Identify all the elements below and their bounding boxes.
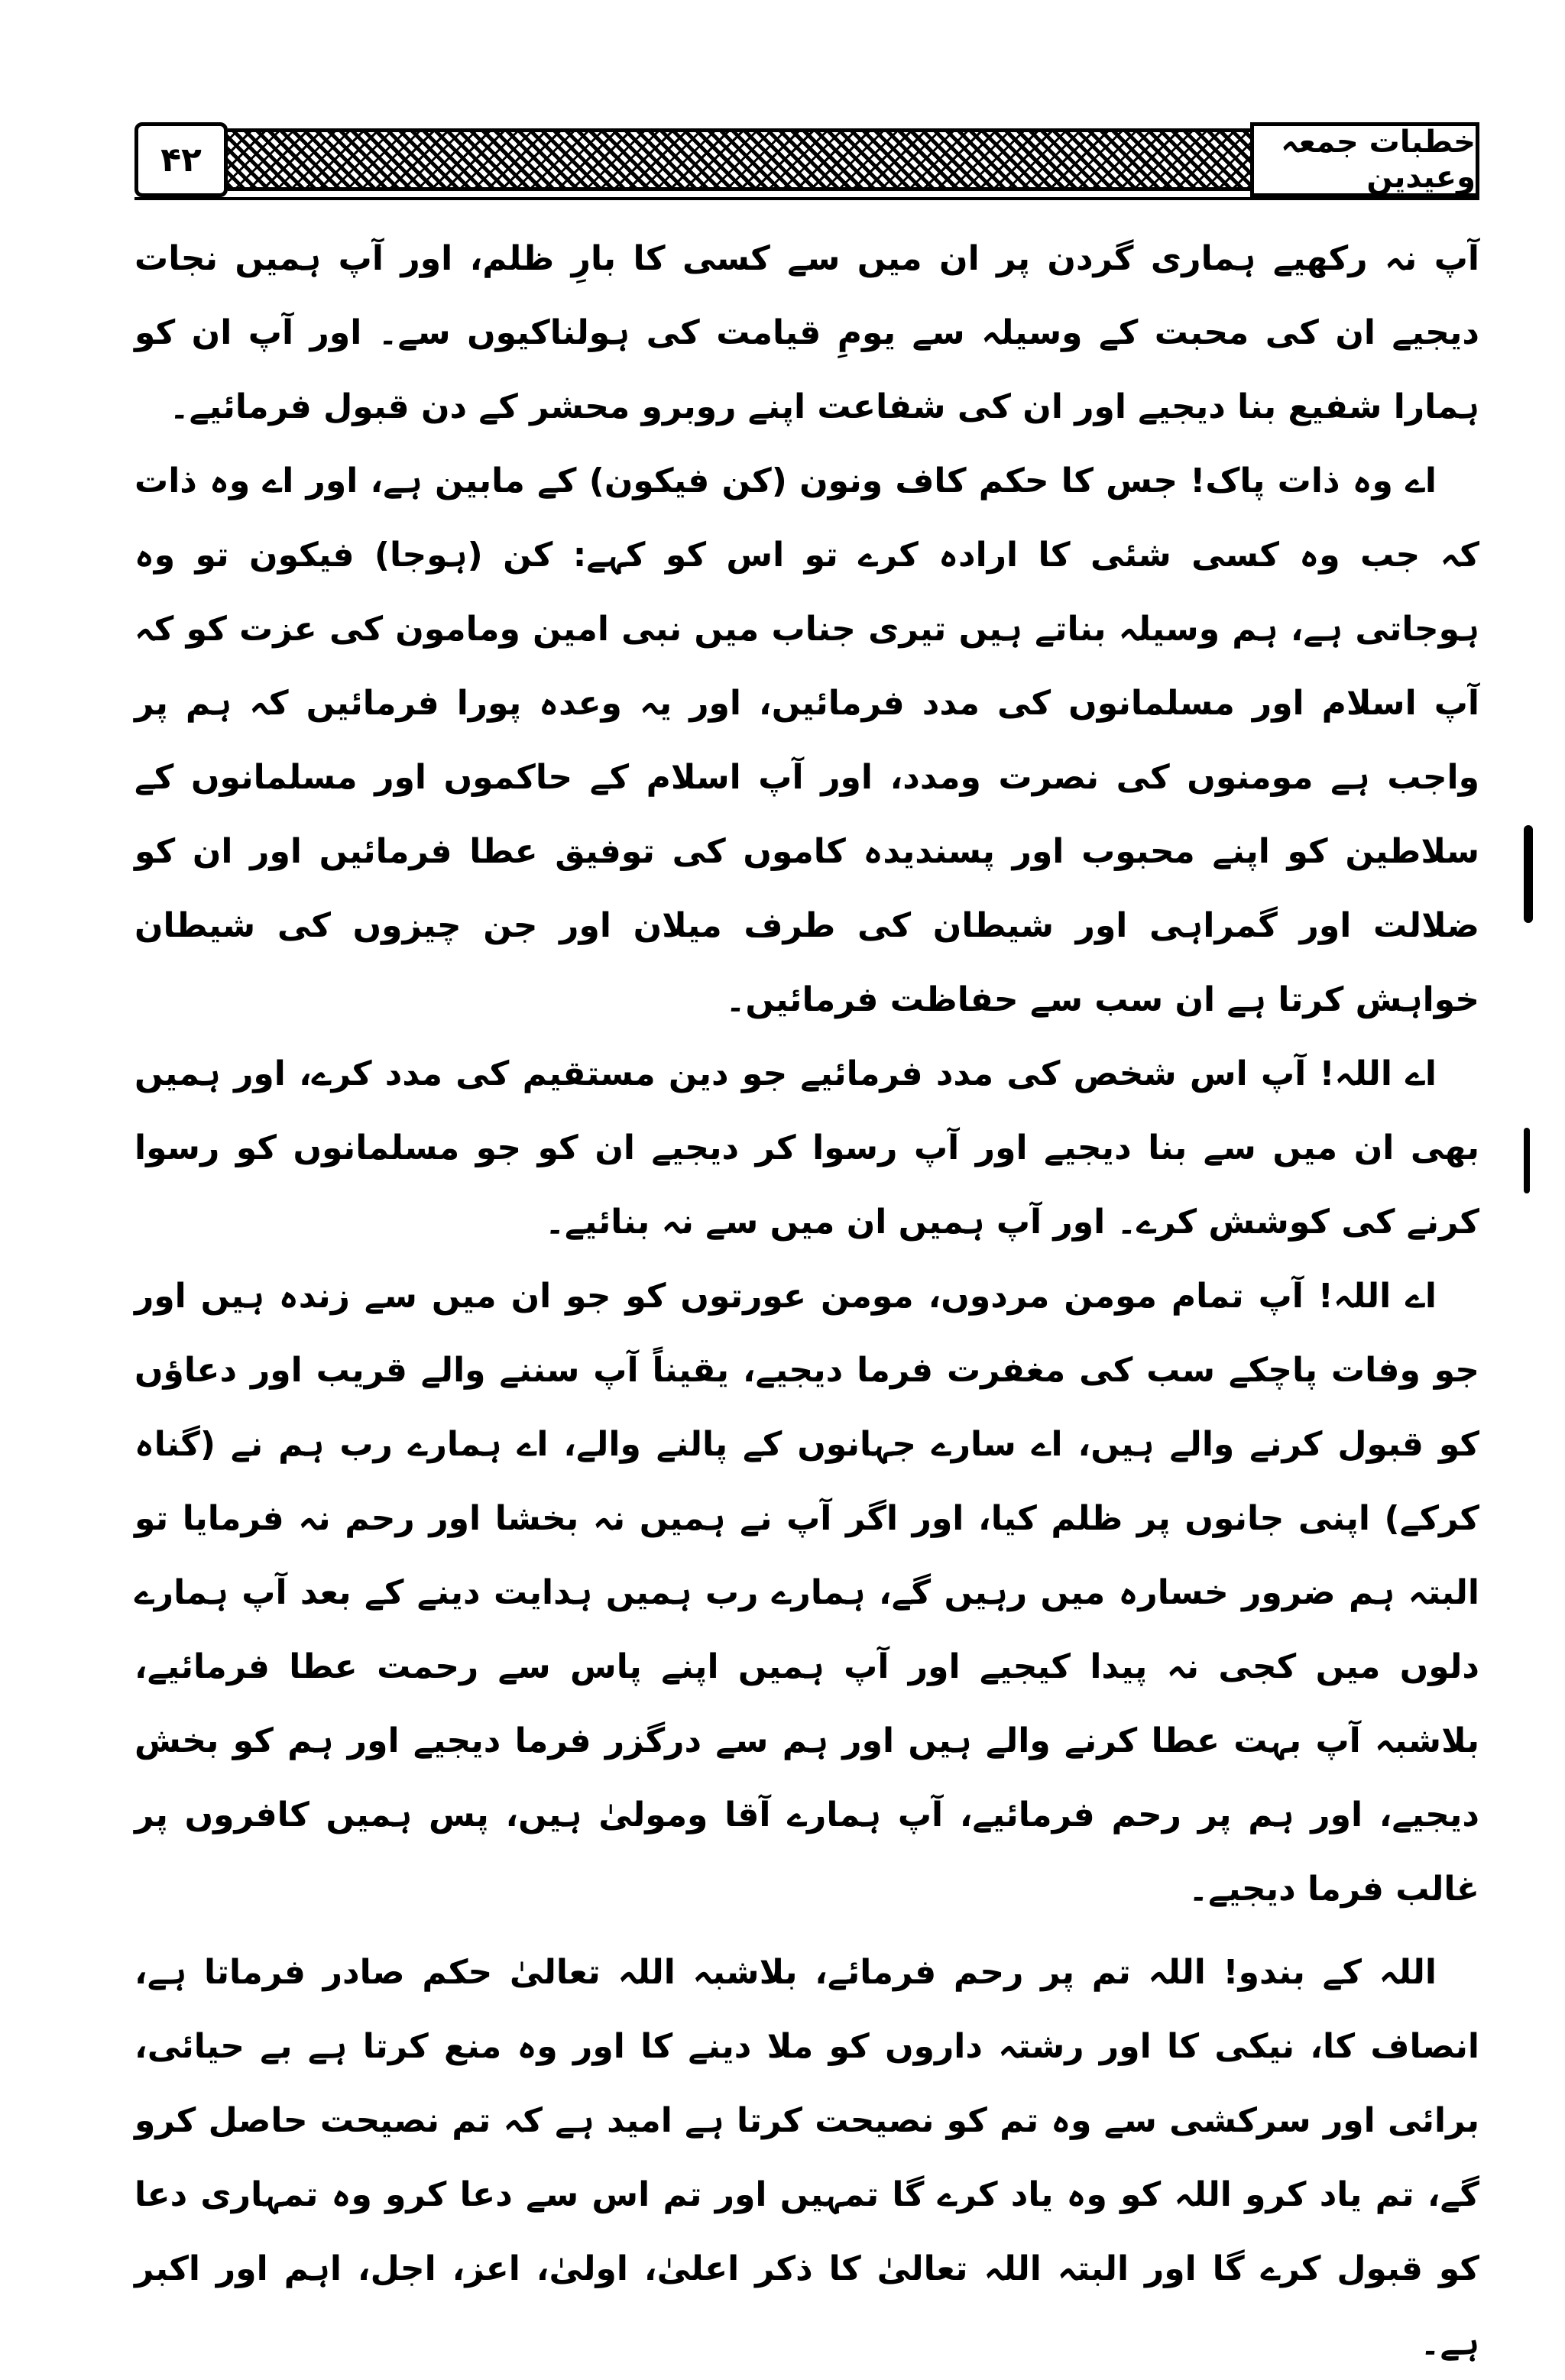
paragraph: اللہ کے بندو! اللہ تم پر رحم فرمائے، بلاشبہ اللہ تعالیٰ حکم صادر فرماتا ہے، انصاف کا، نیکی کا اور رشتہ داروں کو ملا دینے کا اور وہ منع کرتا ہے بے حیائی، برائی اور سرکشی سے وہ تم کو نصیحت کرتا ہے امید ہے کہ تم نصیحت حاصل کرو گے، تم یاد کرو اللہ کو وہ یاد کرے گا تمہیں اور تم اس سے دعا کرو وہ تمہاری دعا کو قبول کرے گا اور البتہ اللہ تعالیٰ کا ذکر اعلیٰ، اولیٰ، اعز، اجل، اہم اور اکبر ہے۔ (134, 1953, 1479, 2362)
page-number: ۴۲ (134, 122, 228, 197)
margin-scan-mark (1524, 825, 1533, 923)
margin-scan-mark (1524, 1128, 1530, 1193)
paragraph: اے اللہ! آپ تمام مومن مردوں، مومن عورتوں کو جو ان میں سے زندہ ہیں اور جو وفات پاچکے سب کی مغفرت فرما دیجیے، یقیناً آپ سننے والے قریب اور دعاؤں کو قبول کرنے والے ہیں، اے سارے جہانوں کے پالنے والے، اے ہمارے رب ہم نے (گناہ کرکے) اپنی جانوں پر ظلم کیا، اور اگر آپ نے ہمیں نہ بخشا اور رحم نہ فرمایا تو البتہ ہم ضرور خسارہ میں رہیں گے، ہمارے رب ہمیں ہدایت دینے کے بعد آپ ہمارے دلوں میں کجی نہ پیدا کیجیے اور آپ ہمیں اپنے پاس سے رحمت عطا فرمائیے، بلاشبہ آپ بہت عطا کرنے والے ہیں اور ہم سے درگزر فرما دیجیے اور ہم کو بخش دیجیے، اور ہم پر رحم فرمائیے، آپ ہمارے آقا ومولیٰ ہیں، پس ہمیں کافروں پر غالب فرما دیجیے۔ (134, 1277, 1479, 1909)
page-header (134, 122, 1479, 200)
paragraph: اے اللہ! آپ اس شخص کی مدد فرمائیے جو دین مستقیم کی مدد کرے، اور ہمیں بھی ان میں سے بنا دیجیے اور آپ رسوا کر دیجیے ان کو جو مسلمانوں کو رسوا کرنے کی کوشش کرے۔ اور آپ ہمیں ان میں سے نہ بنائیے۔ (134, 1054, 1479, 1242)
running-title: خطبات جمعہ وعیدین (1250, 122, 1479, 197)
header-ornament-band (228, 128, 1250, 191)
paragraph: اے وہ ذات پاک! جس کا حکم کاف ونون (کن فیکون) کے مابین ہے، اور اے وہ ذات کہ جب وہ کسی شئی کا ارادہ کرے تو اس کو کہے: کن (ہوجا) فیکون تو وہ ہوجاتی ہے، ہم وسیلہ بناتے ہیں تیری جناب میں نبی امین ومامون کی عزت کو کہ آپ اسلام اور مسلمانوں کی مدد فرمائیں، اور یہ وعدہ پورا فرمائیں کہ ہم پر واجب ہے مومنوں کی نصرت ومدد، اور آپ اسلام کے حاکموں اور مسلمانوں کے سلاطین کو اپنے محبوب اور پسندیدہ کاموں کی توفیق عطا فرمائیں اور ان کو ضلالت اور گمراہی اور شیطان کی طرف میلان اور جن چیزوں کی شیطان خواہش کرتا ہے ان سب سے حفاظت فرمائیں۔ (134, 461, 1479, 1019)
body-text (134, 222, 1479, 2380)
paragraph: آپ نہ رکھیے ہماری گردن پر ان میں سے کسی کا بارِ ظلم، اور آپ ہمیں نجات دیجیے ان کی محبت کے وسیلہ سے یومِ قیامت کی ہولناکیوں سے۔ اور آپ ان کو ہمارا شفیع بنا دیجیے اور ان کی شفاعت اپنے روبرو محشر کے دن قبول فرمائیے۔ (134, 239, 1479, 426)
